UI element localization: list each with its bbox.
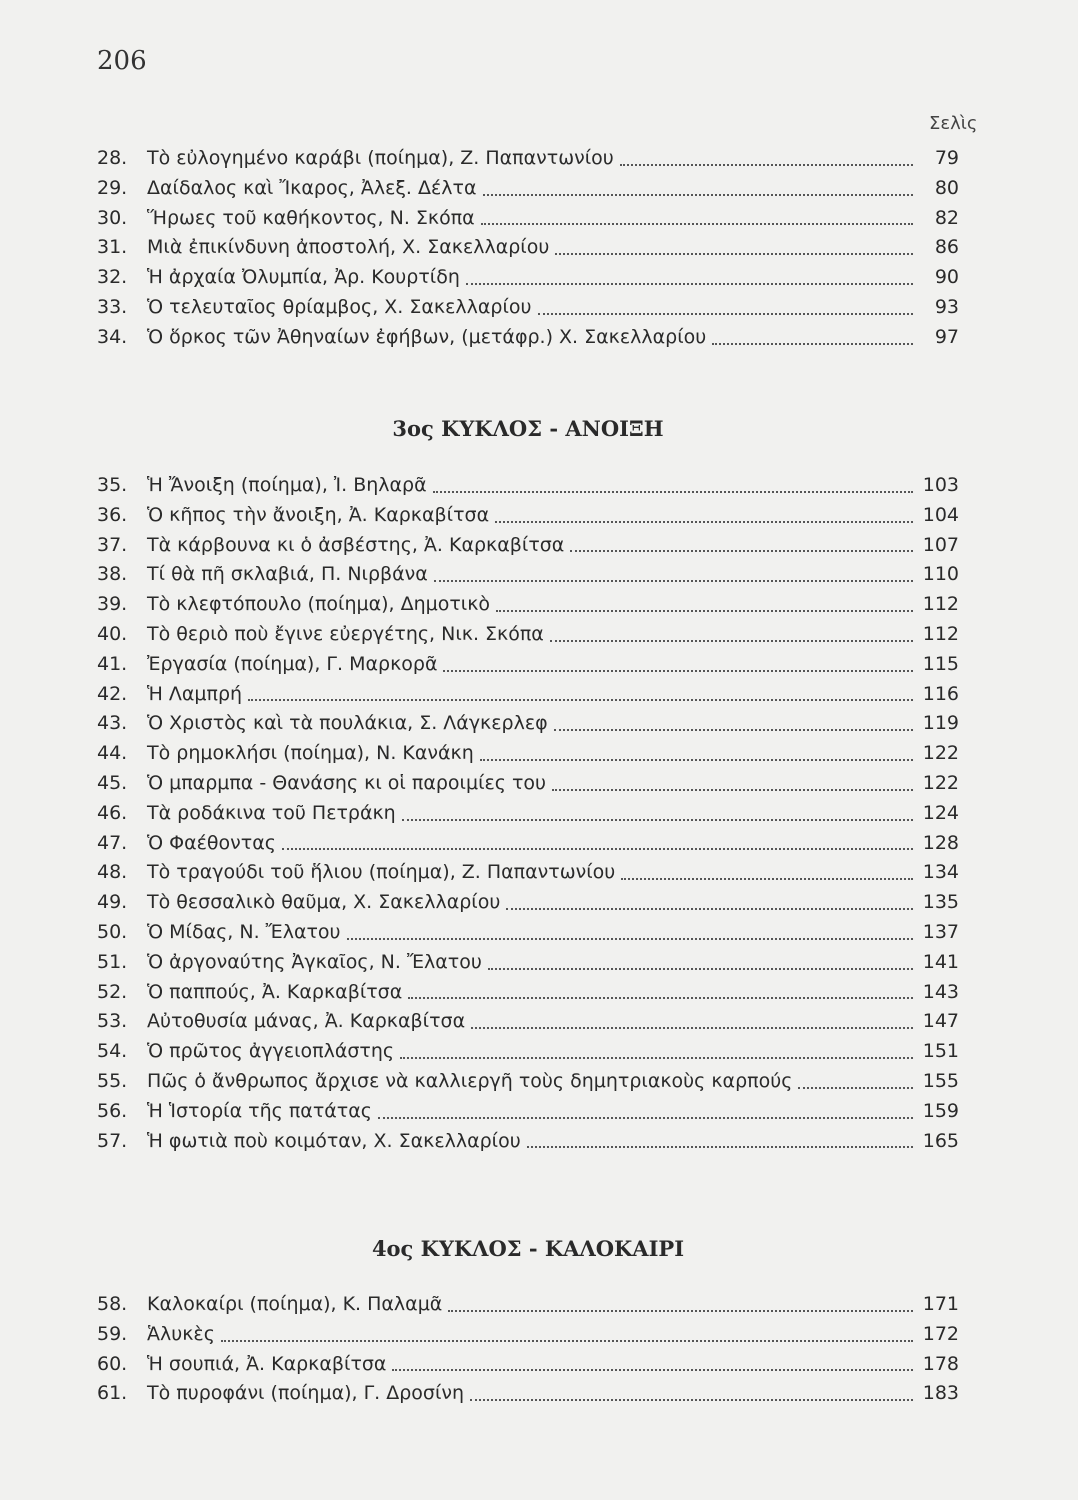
toc-entry-number: 57. <box>97 1129 128 1152</box>
toc-entry-number: 28. <box>97 147 128 169</box>
toc-entry-number: 55. <box>97 1069 128 1092</box>
toc-entry-number: 39. <box>97 593 128 616</box>
toc-entry-title: Ὁ Μίδας, Ν. Ἔλατου <box>147 920 341 943</box>
toc-entry <box>97 1350 959 1380</box>
toc-entry <box>97 799 959 829</box>
toc-entry <box>97 1097 959 1127</box>
toc-entry <box>97 323 959 353</box>
toc-entry-page: 143 <box>922 980 959 1003</box>
toc-entry <box>97 1320 959 1350</box>
toc-entry-page: 116 <box>922 682 959 705</box>
toc-dot-leader <box>550 640 913 642</box>
toc-entry-number: 58. <box>97 1293 128 1315</box>
toc-entry <box>97 1379 959 1409</box>
toc-entry-number: 45. <box>97 771 128 794</box>
toc-dot-leader <box>570 550 913 552</box>
toc-dot-leader <box>400 1057 913 1059</box>
toc-entry-title: Ὁ Χριστὸς καὶ τὰ πουλάκια, Σ. Λάγκερλεφ <box>147 712 548 735</box>
toc-dot-leader <box>552 789 913 791</box>
toc-entry-number: 53. <box>97 1010 128 1033</box>
toc-dot-leader <box>470 1399 913 1401</box>
toc-entry <box>97 650 959 680</box>
toc-entry-page: 110 <box>922 563 959 586</box>
toc-entry-title: Τὸ θεσσαλικὸ θαῦμα, Χ. Σακελλαρίου <box>147 891 501 914</box>
toc-entry-number: 29. <box>97 176 128 199</box>
toc-dot-leader <box>712 343 913 345</box>
toc-entry <box>97 471 959 501</box>
toc-entry-title: Ὁ ἀργοναύτης Ἀγκαῖος, Ν. Ἔλατου <box>147 950 482 973</box>
toc-entry-number: 60. <box>97 1352 128 1375</box>
toc-entry-title: Ὁ παππούς, Ἀ. Καρκαβίτσα <box>147 980 403 1003</box>
toc-entry <box>97 978 959 1008</box>
toc-entry-number: 46. <box>97 801 128 824</box>
toc-group-summer <box>97 1290 959 1409</box>
toc-dot-leader <box>527 1146 913 1148</box>
toc-entry-number: 37. <box>97 533 128 556</box>
toc-dot-leader <box>496 610 913 612</box>
toc-entry <box>97 293 959 323</box>
toc-entry-page: 79 <box>934 147 959 169</box>
toc-entry <box>97 769 959 799</box>
toc-entry-title: Ὁ πρῶτος ἀγγειοπλάστης <box>147 1040 395 1063</box>
toc-entry-page: 135 <box>922 891 959 914</box>
toc-entry-title: Μιὰ ἐπικίνδυνη ἀποστολή, Χ. Σακελλαρίου <box>147 236 550 259</box>
toc-entry <box>97 1127 959 1157</box>
toc-entry-title: Ἡ Ἄνοιξη (ποίημα), Ἰ. Βηλαρᾶ <box>147 474 427 496</box>
toc-dot-leader <box>443 670 913 672</box>
toc-entry <box>97 1007 959 1037</box>
toc-entry-number: 30. <box>97 206 128 229</box>
toc-entry-page: 178 <box>922 1352 959 1375</box>
toc-entry-number: 52. <box>97 980 128 1003</box>
toc-entry <box>97 1067 959 1097</box>
page-column-header: Σελὶς <box>929 113 978 134</box>
toc-entry-page: 112 <box>922 593 959 616</box>
toc-entry-number: 38. <box>97 563 128 586</box>
toc-dot-leader <box>483 194 914 196</box>
toc-entry-page: 124 <box>922 801 959 824</box>
toc-entry-number: 41. <box>97 652 128 675</box>
toc-entry-title: Τί θὰ πῆ σκλαβιά, Π. Νιρβάνα <box>147 563 428 586</box>
toc-entry-number: 34. <box>97 325 128 348</box>
toc-entry-number: 49. <box>97 891 128 914</box>
toc-dot-leader <box>378 1117 913 1119</box>
toc-entry-number: 47. <box>97 831 128 854</box>
toc-dot-leader <box>480 759 913 761</box>
toc-dot-leader <box>408 997 913 999</box>
toc-entry <box>97 709 959 739</box>
toc-dot-leader <box>621 878 913 880</box>
toc-dot-leader <box>555 253 913 255</box>
toc-entry-title: Ἥρωες τοῦ καθήκοντος, Ν. Σκόπα <box>147 206 475 229</box>
toc-entry-number: 61. <box>97 1382 128 1405</box>
toc-entry-number: 40. <box>97 622 128 645</box>
toc-entry-page: 171 <box>922 1293 959 1315</box>
toc-entry-number: 43. <box>97 712 128 735</box>
toc-entry <box>97 948 959 978</box>
toc-entry-page: 137 <box>922 920 959 943</box>
toc-entry-title: Ἐργασία (ποίημα), Γ. Μαρκορᾶ <box>147 652 438 675</box>
toc-entry-title: Ἁλυκὲς <box>147 1322 215 1345</box>
toc-entry-title: Πῶς ὁ ἄνθρωπος ἄρχισε νὰ καλλιεργῆ τοὺς δημητριακοὺς καρπούς <box>147 1069 793 1092</box>
toc-entry-page: 159 <box>922 1099 959 1122</box>
toc-dot-leader <box>471 1027 913 1029</box>
toc-entry-title: Καλοκαίρι (ποίημα), Κ. Παλαμᾶ <box>147 1293 443 1315</box>
toc-entry-title: Τὸ θεριὸ ποὺ ἔγινε εὐεργέτης, Νικ. Σκόπα <box>147 622 544 645</box>
toc-entry-page: 90 <box>934 266 959 289</box>
toc-entry-title: Τὸ εὐλογημένο καράβι (ποίημα), Ζ. Παπαντωνίου <box>147 147 614 169</box>
toc-entry-page: 80 <box>934 176 959 199</box>
toc-entry-number: 33. <box>97 295 128 318</box>
toc-dot-leader <box>402 819 913 821</box>
toc-dot-leader <box>798 1087 913 1089</box>
toc-entry <box>97 560 959 590</box>
toc-entry-page: 93 <box>934 295 959 318</box>
toc-entry-title: Ἡ Λαμπρή <box>147 682 243 705</box>
toc-entry-page: 183 <box>922 1382 959 1405</box>
toc-dot-leader <box>347 938 913 940</box>
toc-entry-page: 122 <box>922 771 959 794</box>
toc-entry-title: Τὰ κάρβουνα κι ὁ ἀσβέστης, Ἀ. Καρκαβίτσα <box>147 533 565 556</box>
toc-entry-number: 54. <box>97 1040 128 1063</box>
toc-dot-leader <box>433 491 913 493</box>
toc-entry-title: Τὸ τραγούδι τοῦ ἥλιου (ποίημα), Ζ. Παπαντωνίου <box>147 861 616 884</box>
toc-entry <box>97 144 959 174</box>
toc-dot-leader <box>434 580 913 582</box>
toc-entry <box>97 680 959 710</box>
toc-entry-page: 97 <box>934 325 959 348</box>
toc-dot-leader <box>620 164 913 166</box>
toc-entry-page: 107 <box>922 533 959 556</box>
toc-entry <box>97 590 959 620</box>
toc-dot-leader <box>481 223 913 225</box>
toc-entry <box>97 739 959 769</box>
toc-entry <box>97 918 959 948</box>
toc-dot-leader <box>554 729 913 731</box>
toc-entry <box>97 204 959 234</box>
toc-entry-title: Ὁ κῆπος τὴν ἄνοιξη, Ἀ. Καρκαβίτσα <box>147 503 490 526</box>
toc-entry-page: 151 <box>922 1040 959 1063</box>
toc-entry-number: 44. <box>97 742 128 765</box>
toc-entry-number: 51. <box>97 950 128 973</box>
toc-dot-leader <box>282 848 913 850</box>
toc-entry-number: 42. <box>97 682 128 705</box>
toc-entry <box>97 501 959 531</box>
toc-entry-title: Τὸ ρημοκλήσι (ποίημα), Ν. Κανάκη <box>147 742 474 765</box>
toc-entry <box>97 174 959 204</box>
page-number: 206 <box>97 46 147 76</box>
toc-entry-number: 36. <box>97 503 128 526</box>
toc-entry-page: 122 <box>922 742 959 765</box>
toc-entry-number: 31. <box>97 236 128 259</box>
toc-entry-number: 50. <box>97 920 128 943</box>
toc-entry-title: Ὁ τελευταῖος θρίαμβος, Χ. Σακελλαρίου <box>147 295 532 318</box>
toc-entry-page: 82 <box>934 206 959 229</box>
toc-entry-number: 48. <box>97 861 128 884</box>
toc-dot-leader <box>248 699 913 701</box>
toc-entry-title: Τὸ κλεφτόπουλο (ποίημα), Δημοτικὸ <box>147 593 491 616</box>
toc-entry-title: Τὰ ροδάκινα τοῦ Πετράκη <box>147 801 396 824</box>
toc-dot-leader <box>506 908 913 910</box>
toc-entry-page: 86 <box>934 236 959 259</box>
toc-entry-title: Ὁ μπαρμπα - Θανάσης κι οἱ παροιμίες του <box>147 771 547 794</box>
toc-entry-title: Δαίδαλος καὶ Ἴκαρος, Ἀλεξ. Δέλτα <box>147 176 477 199</box>
toc-entry <box>97 829 959 859</box>
toc-entry-title: Ἡ φωτιὰ ποὺ κοιμόταν, Χ. Σακελλαρίου <box>147 1129 521 1152</box>
section-heading-spring: 3ος ΚΥΚΛΟΣ - ΑΝΟΙΞΗ <box>392 416 664 441</box>
toc-dot-leader <box>221 1340 913 1342</box>
toc-entry-title: Ὁ Φαέθοντας <box>147 831 276 854</box>
toc-entry-page: 165 <box>922 1129 959 1152</box>
toc-entry-page: 147 <box>922 1010 959 1033</box>
toc-entry <box>97 888 959 918</box>
toc-entry <box>97 263 959 293</box>
toc-entry-page: 112 <box>922 622 959 645</box>
toc-entry-title: Αὐτοθυσία μάνας, Ἀ. Καρκαβίτσα <box>147 1010 466 1033</box>
toc-dot-leader <box>448 1310 913 1312</box>
toc-entry-page: 155 <box>922 1069 959 1092</box>
toc-entry <box>97 620 959 650</box>
toc-entry-number: 59. <box>97 1322 128 1345</box>
toc-entry-page: 141 <box>922 950 959 973</box>
toc-entry-title: Ἡ σουπιά, Ἀ. Καρκαβίτσα <box>147 1352 387 1375</box>
toc-entry-page: 119 <box>922 712 959 735</box>
toc-entry <box>97 858 959 888</box>
toc-entry <box>97 233 959 263</box>
toc-group-spring <box>97 471 959 1156</box>
toc-entry-page: 104 <box>922 503 959 526</box>
toc-dot-leader <box>495 521 913 523</box>
toc-entry <box>97 1290 959 1320</box>
toc-dot-leader <box>538 313 914 315</box>
toc-entry-page: 103 <box>922 474 959 496</box>
toc-entry-title: Ἡ Ἱστορία τῆς πατάτας <box>147 1099 372 1122</box>
toc-entry-page: 134 <box>922 861 959 884</box>
toc-entry-page: 128 <box>922 831 959 854</box>
toc-dot-leader <box>488 968 913 970</box>
toc-entry-number: 32. <box>97 266 128 289</box>
toc-group-1 <box>97 144 959 353</box>
toc-entry-number: 56. <box>97 1099 128 1122</box>
toc-entry-page: 172 <box>922 1322 959 1345</box>
toc-entry-page: 115 <box>922 652 959 675</box>
toc-dot-leader <box>466 283 913 285</box>
toc-entry-number: 35. <box>97 474 128 496</box>
toc-entry <box>97 1037 959 1067</box>
section-heading-summer: 4ος ΚΥΚΛΟΣ - ΚΑΛΟΚΑΙΡΙ <box>371 1236 685 1261</box>
toc-entry-title: Ἡ ἀρχαία Ὀλυμπία, Ἀρ. Κουρτίδη <box>147 266 460 289</box>
toc-dot-leader <box>392 1369 913 1371</box>
toc-entry-title: Τὸ πυροφάνι (ποίημα), Γ. Δροσίνη <box>147 1382 465 1405</box>
toc-entry-title: Ὁ ὅρκος τῶν Ἀθηναίων ἐφήβων, (μετάφρ.) Χ. Σακελλαρίου <box>147 325 707 348</box>
toc-entry <box>97 531 959 561</box>
